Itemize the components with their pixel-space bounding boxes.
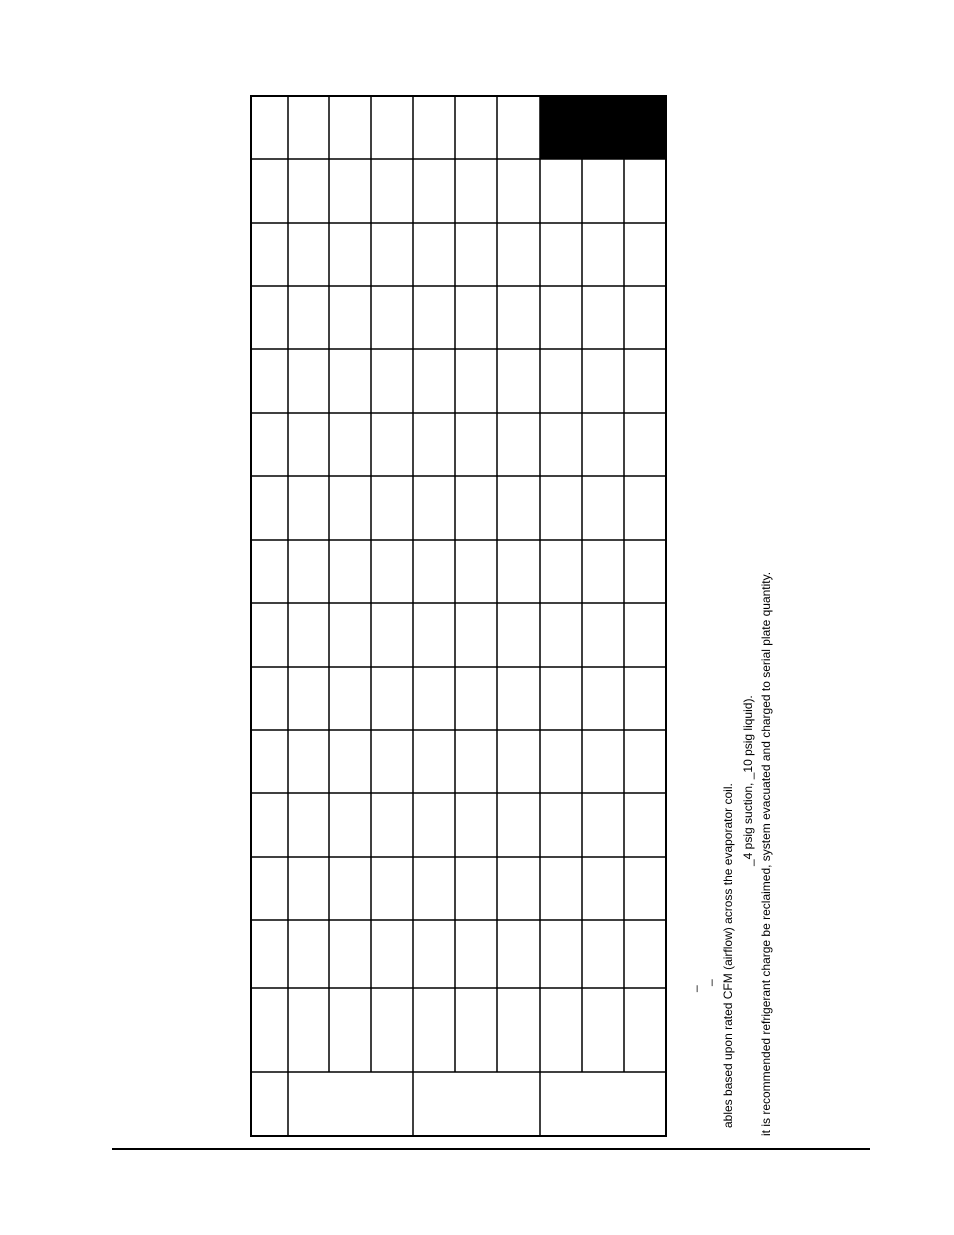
- table-border: [251, 96, 666, 1136]
- header-fill-block: [540, 96, 666, 159]
- footer-rule: [112, 1148, 870, 1150]
- note-recharge: it is recommended refrigerant charge be reclaimed, system evacuated and charged to serial plate quantity.: [759, 571, 773, 1136]
- note-pressures: _4 psig suction, _10 psig liquid).: [741, 695, 755, 866]
- blank-mark-2: _: [699, 979, 713, 986]
- note-airflow: ables based upon rated CFM (airflow) across the evaporator coil.: [721, 783, 735, 1128]
- blank-mark-1: _: [684, 985, 698, 992]
